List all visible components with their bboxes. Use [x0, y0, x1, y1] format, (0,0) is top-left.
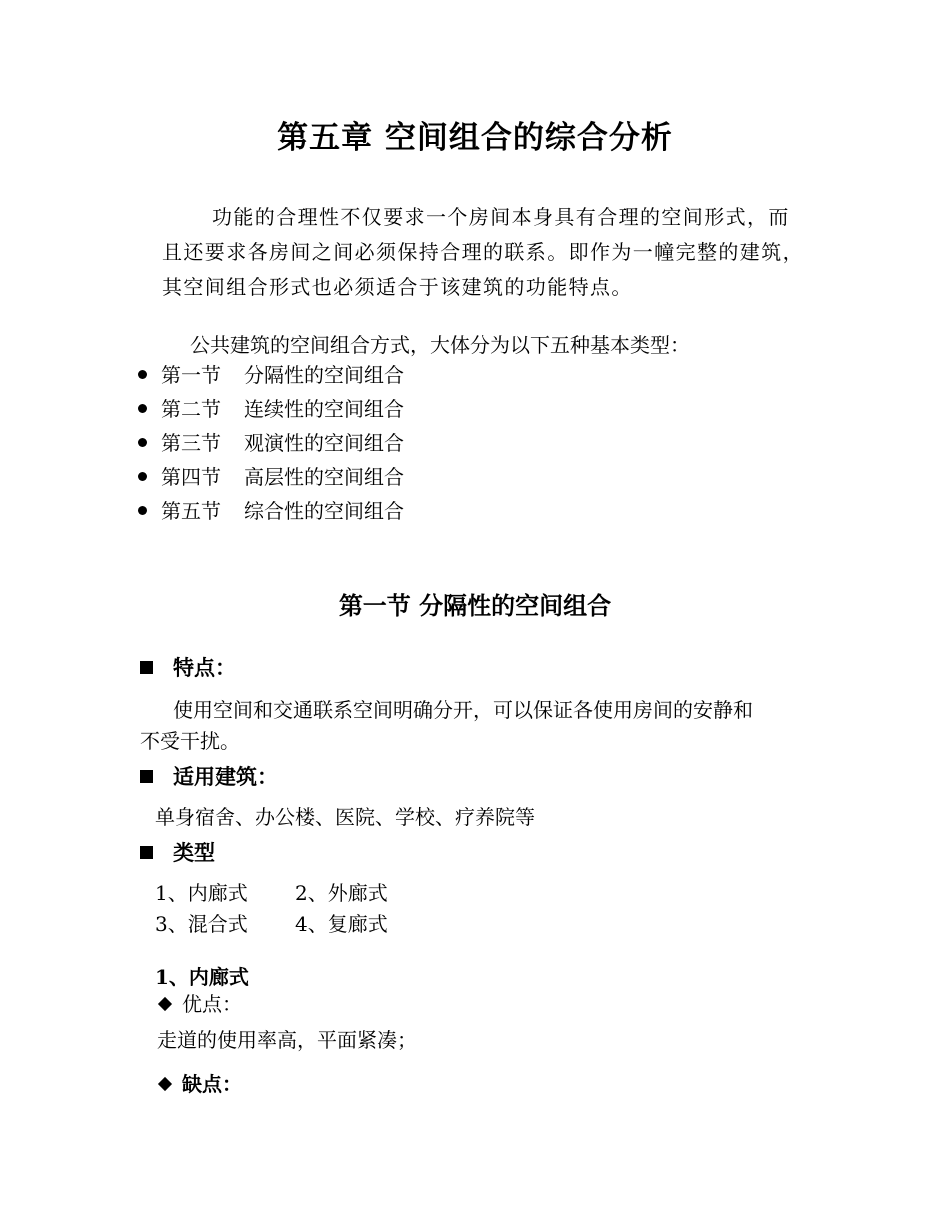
- toc-item-number: 第一节: [161, 363, 221, 387]
- buildings-heading: 适用建筑：: [140, 761, 278, 791]
- type-item: 2、外廊式: [295, 881, 388, 905]
- summary-text: 公共建筑的空间组合方式，大体分为以下五种基本类型：: [190, 333, 690, 357]
- toc-item-title: 连续性的空间组合: [244, 397, 404, 421]
- toc-item-number: 第三节: [161, 431, 221, 455]
- intro-line-1: 功能的合理性不仅要求一个房间本身具有合理的空间形式，而: [212, 205, 790, 229]
- toc-item: [138, 427, 404, 456]
- bullet-dot-icon: [138, 472, 147, 481]
- square-bullet-icon: [140, 661, 153, 674]
- pros-text: 走道的使用率高，平面紧凑；: [157, 1028, 417, 1052]
- toc-item: [138, 393, 404, 422]
- toc-item-number: 第四节: [161, 465, 221, 489]
- bullet-dot-icon: [138, 404, 147, 413]
- type-item: 4、复廊式: [295, 912, 388, 936]
- diamond-bullet-icon: [158, 996, 172, 1010]
- toc-item: [138, 495, 404, 524]
- intro-line-2: 且还要求各房间之间必须保持合理的联系。即作为一幢完整的建筑，: [162, 240, 804, 264]
- toc-item-number: 第五节: [161, 499, 221, 523]
- toc-item: [138, 461, 404, 490]
- buildings-text: 单身宿舍、办公楼、医院、学校、疗养院等: [155, 805, 535, 829]
- cons-label: 缺点：: [158, 1068, 242, 1097]
- types-heading: 类型: [140, 837, 215, 867]
- toc-item-title: 综合性的空间组合: [244, 499, 404, 523]
- type-item: 1、内廊式: [155, 881, 248, 905]
- toc-item-number: 第二节: [161, 397, 221, 421]
- toc-item-title: 分隔性的空间组合: [244, 363, 404, 387]
- section-title: 第一节 分隔性的空间组合: [338, 591, 612, 620]
- bullet-dot-icon: [138, 370, 147, 379]
- pros-label: 优点：: [158, 988, 242, 1017]
- toc-item: [138, 359, 404, 388]
- bullet-dot-icon: [138, 438, 147, 447]
- bullet-dot-icon: [138, 506, 147, 515]
- type-item: 3、混合式: [155, 912, 248, 936]
- square-bullet-icon: [140, 846, 153, 859]
- chapter-title: 第五章 空间组合的综合分析: [277, 120, 673, 156]
- features-line-1: 使用空间和交通联系空间明确分开，可以保证各使用房间的安静和: [173, 698, 753, 722]
- diamond-bullet-icon: [158, 1076, 172, 1090]
- intro-line-3: 其空间组合形式也必须适合于该建筑的功能特点。: [162, 275, 633, 299]
- toc-item-title: 高层性的空间组合: [244, 465, 404, 489]
- square-bullet-icon: [140, 770, 153, 783]
- features-line-2: 不受干扰。: [140, 729, 240, 753]
- toc-item-title: 观演性的空间组合: [244, 431, 404, 455]
- features-heading: 特点：: [140, 652, 236, 682]
- subsection-heading: 1、内廊式: [155, 965, 249, 989]
